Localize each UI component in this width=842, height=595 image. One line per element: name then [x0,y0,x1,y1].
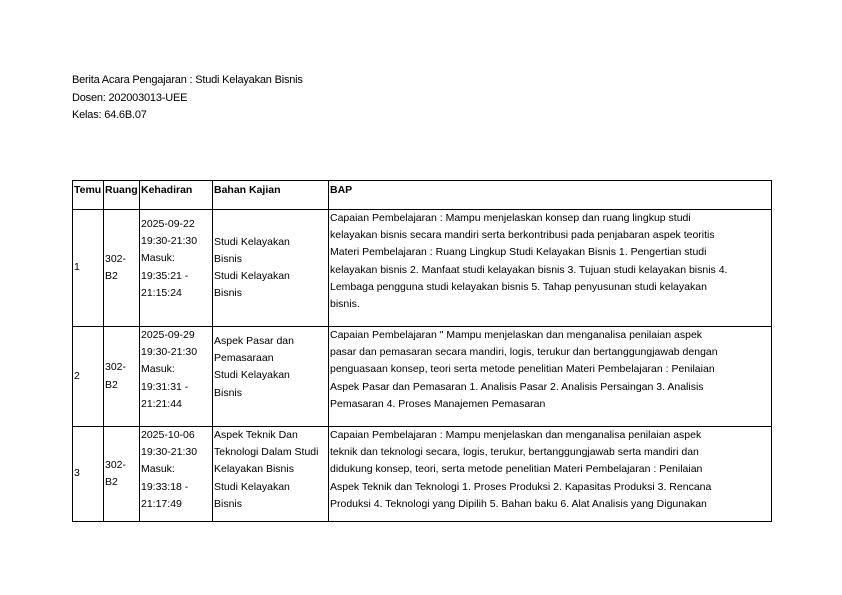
cell-temu: 2 [73,327,104,427]
bahan-line: Kelayakan Bisnis [214,463,294,476]
bap-line: bisnis. [330,298,360,311]
cell-bahan-kajian [213,427,329,522]
ruang-line: B2 [105,476,118,488]
document-title: Berita Acara Pengajaran : Studi Kelayakan Bisnis [72,74,303,86]
cell-bap [329,427,772,522]
bap-line: kelayakan bisnis 2. Manfaat studi kelayakan bisnis 3. Tujuan studi kelayakan bisnis 4. [330,263,728,276]
bap-line: Capaian Pembelajaran : Mampu menjelaskan dan menganalisa penilaian aspek [330,429,702,441]
ruang-line: B2 [105,378,118,391]
table-row [73,427,772,522]
bap-line: penguasaan konsep, teori serta metode penelitian Materi Pembelajaran : Penilaian [330,363,715,376]
kehadiran-in: 19:35:21 - [141,269,189,282]
cell-kehadiran [140,210,213,327]
bahan-line: Bisnis [214,287,243,300]
kehadiran-label: Masuk: [141,463,175,476]
ruang-line: B2 [105,270,118,282]
bahan-line: Bisnis [214,252,243,265]
bap-line: Lembaga pengguna studi kelayakan bisnis 5. Tahap penyusunan studi kelayakan [330,280,707,293]
bap-line: didukung konsep, teori, serta metode penelitian Materi Pembelajaran : Penilaian [330,463,703,476]
cell-bahan-kajian [213,327,329,427]
cell-bap [329,210,772,327]
bahan-line: Aspek Teknik Dan [214,429,298,441]
class-line: Kelas: 64.6B.07 [72,109,147,121]
bap-line: kelayakan bisnis secara mandiri serta berkontribusi pada penjabaran aspek teoritis [330,229,715,242]
bahan-line: Bisnis [214,497,243,510]
bahan-line: Aspek Pasar dan [214,335,294,347]
column-header-kehadiran: Kehadiran [140,181,213,210]
cell-ruang [104,327,140,427]
ruang-line: 302- [105,458,127,471]
column-header-bap: BAP [329,181,772,210]
bap-line: Aspek Teknik dan Teknologi 1. Proses Produksi 2. Kapasitas Produksi 3. Rencana [330,480,712,493]
cell-kehadiran [140,427,213,522]
bahan-line: Studi Kelayakan [214,369,290,382]
bahan-line: Studi Kelayakan [214,480,290,493]
bap-line: teknik dan teknologi secara, logis, terukur, bertanggungjawab serta mandiri dan [330,446,699,459]
cell-bahan-kajian [213,210,329,327]
cell-ruang [104,210,140,327]
cell-bap [329,327,772,427]
document-header [72,72,303,125]
kehadiran-schedule: 19:30-21:30 [141,346,198,359]
bap-line: Materi Pembelajaran : Ruang Lingkup Studi Kelayakan Bisnis 1. Pengertian studi [330,246,707,259]
kehadiran-in: 19:33:18 - [141,480,189,493]
teaching-record-table [72,180,772,522]
kehadiran-date: 2025-10-06 [141,429,195,441]
ruang-line: 302- [105,361,127,374]
bahan-line: Teknologi Dalam Studi [214,446,319,459]
lecturer-line: Dosen: 202003013-UEE [72,91,188,104]
kehadiran-out: 21:17:49 [141,497,182,510]
table-header-row [73,181,772,210]
bap-line: pasar dan pemasaran secara mandiri, logis, terukur dan bertanggungjawab dengan [330,346,718,359]
bahan-line: Pemasaraan [214,352,274,365]
kehadiran-label: Masuk: [141,363,175,376]
kehadiran-out: 21:15:24 [141,286,182,299]
bahan-line: Studi Kelayakan [214,235,290,248]
cell-ruang [104,427,140,522]
cell-temu: 1 [73,210,104,327]
column-header-ruang: Ruang [104,181,140,210]
cell-temu: 3 [73,427,104,522]
bap-line: Capaian Pembelajaran " Mampu menjelaskan dan menganalisa penilaian aspek [330,329,703,341]
table-row [73,210,772,327]
kehadiran-date: 2025-09-22 [141,218,195,230]
bahan-line: Bisnis [214,386,243,399]
cell-kehadiran [140,327,213,427]
kehadiran-schedule: 19:30-21:30 [141,235,198,248]
kehadiran-in: 19:31:31 - [141,380,189,393]
bap-line: Produksi 4. Teknologi yang Dipilih 5. Bahan baku 6. Alat Analisis yang Digunakan [330,497,707,510]
column-header-temu: Temu [73,181,104,210]
table-row [73,327,772,427]
kehadiran-out: 21:21:44 [141,397,182,410]
bap-line: Capaian Pembelajaran : Mampu menjelaskan konsep dan ruang lingkup studi [330,212,691,224]
ruang-line: 302- [105,252,127,265]
column-header-bahan-kajian: Bahan Kajian [213,181,329,210]
bahan-line: Studi Kelayakan [214,270,290,282]
kehadiran-label: Masuk: [141,252,175,265]
kehadiran-date: 2025-09-29 [141,329,195,341]
bap-line: Aspek Pasar dan Pemasaran 1. Analisis Pasar 2. Analisis Persaingan 3. Analisis [330,380,704,393]
kehadiran-schedule: 19:30-21:30 [141,446,198,459]
bap-line: Pemasaran 4. Proses Manajemen Pemasaran [330,397,546,410]
